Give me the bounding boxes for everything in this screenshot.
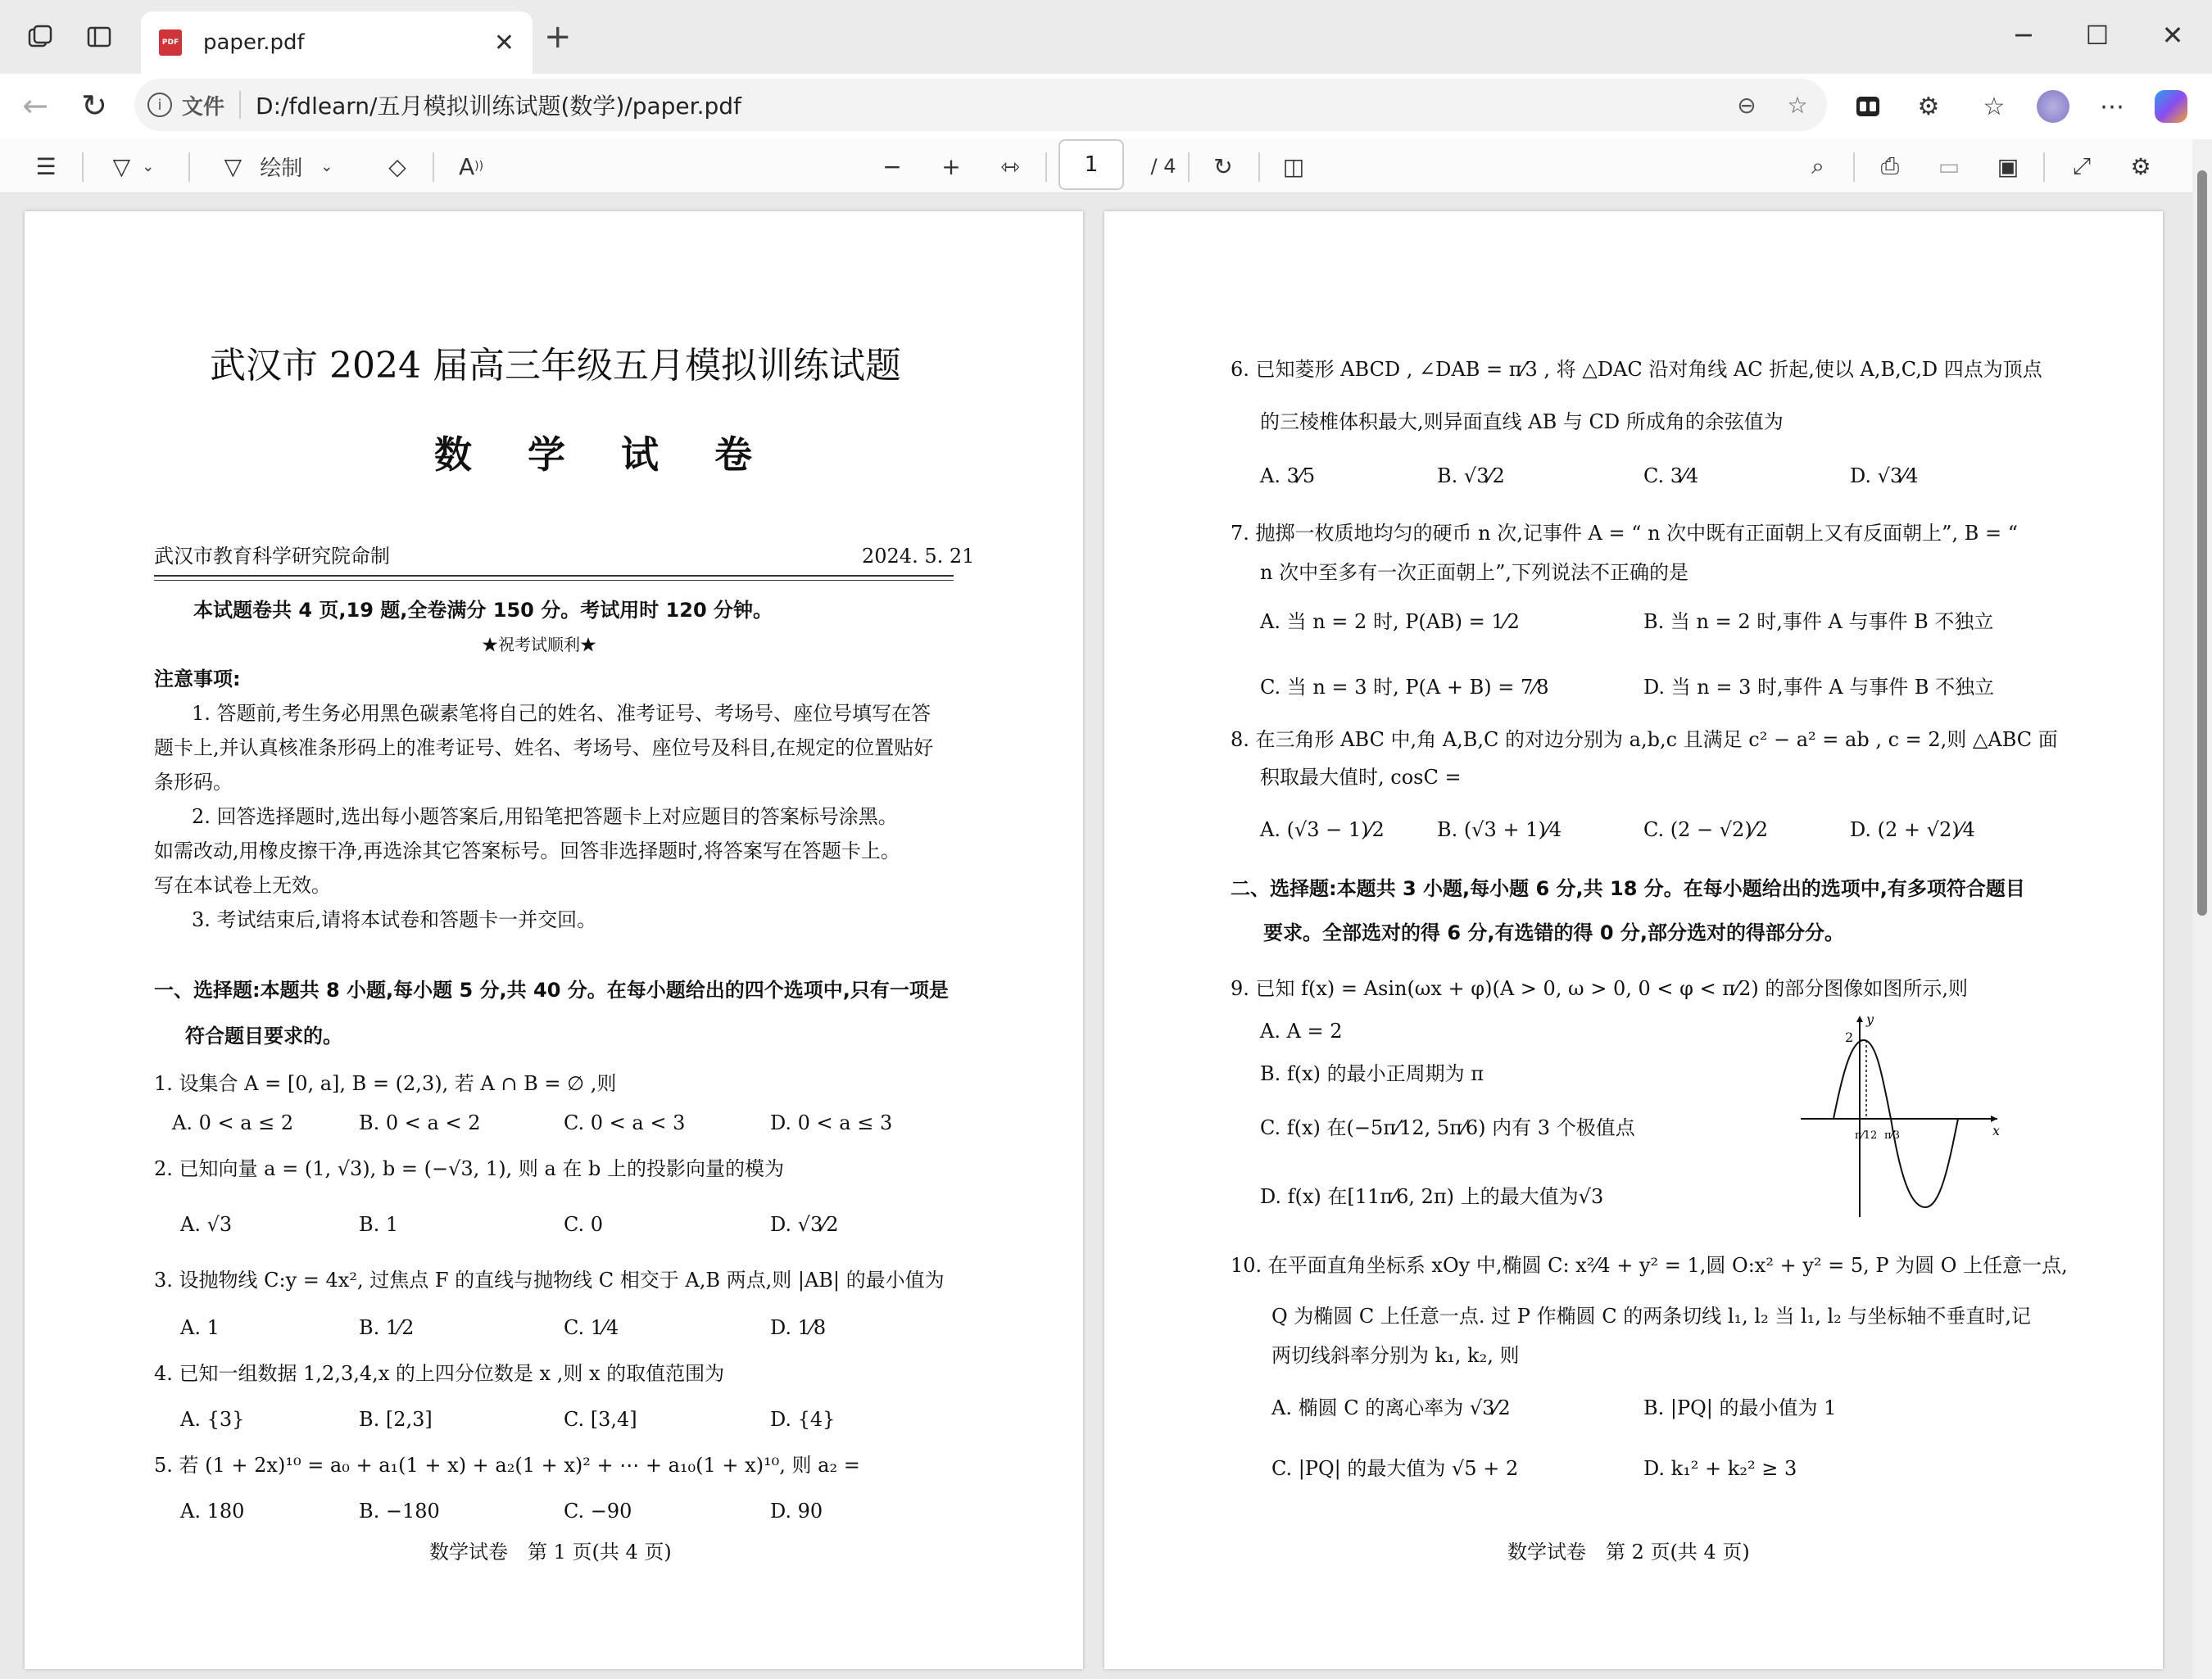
option: A. {3} xyxy=(180,1408,245,1431)
new-tab-button[interactable]: + xyxy=(544,18,572,56)
option: C. |PQ| 的最大值为 √5 + 2 xyxy=(1271,1457,1519,1480)
divider xyxy=(1188,152,1190,182)
option: D. √3⁄2 xyxy=(770,1213,839,1236)
option: D. k₁² + k₂² ≥ 3 xyxy=(1643,1457,1797,1480)
issuer: 武汉市教育科学研究院命制 xyxy=(154,545,390,568)
scrollbar-thumb[interactable] xyxy=(2197,170,2207,916)
option: D. √3⁄4 xyxy=(1850,464,1919,487)
minimize-button[interactable]: ─ xyxy=(2015,20,2032,51)
question-8-line: 积取最大值时, cosC = xyxy=(1260,766,1462,789)
question-5: 5. 若 (1 + 2x)¹⁰ = a₀ + a₁(1 + x) + a₂(1 + x)² + ⋯ + a₁₀(1 + x)¹⁰, 则 a₂ = xyxy=(154,1454,860,1477)
question-7: 7. 抛掷一枚质地均匀的硬币 n 次,记事件 A = “ n 次中既有正面朝上又有反面朝上”, B = “ xyxy=(1231,522,2018,545)
peak-label: 2 xyxy=(1845,1030,1854,1045)
divider xyxy=(154,575,954,577)
url-text[interactable]: D:/fdlearn/五月模拟训练试题(数学)/paper.pdf xyxy=(256,93,741,120)
option: B. 1 xyxy=(359,1213,399,1236)
divider xyxy=(1258,152,1260,182)
option: B. (√3 + 1)⁄4 xyxy=(1437,818,1562,841)
option: B. |PQ| 的最小值为 1 xyxy=(1643,1396,1837,1419)
note-line: 条形码。 xyxy=(154,771,233,794)
option: D. 90 xyxy=(770,1500,823,1523)
option: C. 0 xyxy=(564,1213,604,1236)
option: C. 1⁄4 xyxy=(564,1316,619,1339)
zoom-out-button[interactable]: − xyxy=(882,152,902,180)
question-9: 9. 已知 f(x) = Asin(ωx + φ)(A > 0, ω > 0, 0 < φ < π⁄2) 的部分图像如图所示,则 xyxy=(1231,977,1968,1000)
option: A. (√3 − 1)⁄2 xyxy=(1260,818,1385,841)
divider xyxy=(1045,152,1047,182)
section-heading: 符合题目要求的。 xyxy=(185,1025,342,1048)
fullscreen-icon[interactable]: ⤢ xyxy=(2072,152,2092,179)
option: A. √3 xyxy=(180,1213,233,1236)
fit-width-icon[interactable]: ⇿ xyxy=(1000,152,1020,180)
question-6-line: 的三棱椎体积最大,则异面直线 AB 与 CD 所成角的余弦值为 xyxy=(1260,410,1784,433)
option: A. 1 xyxy=(180,1316,220,1339)
page-footer: 数学试卷 第 1 页(共 4 页) xyxy=(429,1541,672,1564)
profile-avatar[interactable] xyxy=(2032,85,2074,128)
option: B. 0 < a < 2 xyxy=(359,1111,481,1134)
note-line: 题卡上,并认真核准条形码上的准考证号、姓名、考场号、座位号及科目,在规定的位置贴好 xyxy=(154,736,934,759)
pdf-file-icon: PDF xyxy=(159,29,182,56)
notes-title: 注意事项: xyxy=(154,668,241,690)
exam-date: 2024. 5. 21 xyxy=(862,545,975,568)
exam-wish: ★祝考试顺利★ xyxy=(482,635,596,654)
question-8: 8. 在三角形 ABC 中,角 A,B,C 的对边分别为 a,b,c 且满足 c² − a² = ab , c = 2,则 △ABC 面 xyxy=(1231,728,2058,751)
zoom-in-button[interactable]: + xyxy=(941,152,961,180)
pdf-viewer[interactable] xyxy=(0,193,2212,1679)
option: A. 3⁄5 xyxy=(1260,464,1316,487)
contents-icon[interactable]: ☰ xyxy=(35,152,57,180)
exam-intro: 本试题卷共 4 页,19 题,全卷满分 150 分。考试用时 120 分钟。 xyxy=(193,599,773,622)
divider xyxy=(433,152,434,182)
option: C. (2 − √2)⁄2 xyxy=(1643,818,1768,841)
option: A. 180 xyxy=(180,1500,245,1523)
page-title: 武汉市 2024 届高三年级五月模拟训练试题 xyxy=(210,345,901,387)
tab-paper-pdf[interactable] xyxy=(141,11,533,74)
more-menu-icon[interactable]: ⋯ xyxy=(2100,92,2124,121)
page-footer: 数学试卷 第 2 页(共 4 页) xyxy=(1507,1541,1750,1564)
address-bar-row xyxy=(0,74,2212,139)
tab-bar xyxy=(0,0,2212,74)
question-10-line: Q 为椭圆 C 上任意一点. 过 P 作椭圆 C 的两条切线 l₁, l₂ 当 l₁, l₂ 与坐标轴不垂直时,记 xyxy=(1271,1305,2032,1328)
page-subtitle: 数 学 试 卷 xyxy=(434,432,774,477)
option: C. 当 n = 3 时, P(A + B) = 7⁄8 xyxy=(1260,676,1549,699)
save-icon[interactable]: ▭ xyxy=(1938,152,1960,180)
option: A. A = 2 xyxy=(1260,1020,1343,1043)
question-1: 1. 设集合 A = [0, a], B = (2,3), 若 A ∩ B = ∅ ,则 xyxy=(154,1072,617,1095)
print-icon[interactable]: ⎙ xyxy=(1880,152,1900,179)
tab-actions-icon[interactable] xyxy=(80,18,118,56)
question-3: 3. 设抛物线 C:y = 4x², 过焦点 F 的直线与抛物线 C 相交于 A,B 两点,则 |AB| 的最小值为 xyxy=(154,1269,945,1292)
pdf-page-2 xyxy=(1104,211,2163,1669)
save-as-icon[interactable]: ▣ xyxy=(1997,152,2019,180)
question-4: 4. 已知一组数据 1,2,3,4,x 的上四分位数是 x ,则 x 的取值范围为 xyxy=(154,1362,725,1385)
x-axis-arrow xyxy=(1991,1116,1997,1122)
settings-gear-icon[interactable]: ⚙ xyxy=(2130,152,2151,180)
option: D. 1⁄8 xyxy=(770,1316,827,1339)
option: D. 当 n = 3 时,事件 A 与事件 B 不独立 xyxy=(1643,676,1995,699)
option: D. (2 + √2)⁄4 xyxy=(1850,818,1975,841)
section-heading: 二、选择题:本题共 3 小题,每小题 6 分,共 18 分。在每小题给出的选项中,有多项符合题目 xyxy=(1231,877,2025,900)
info-icon[interactable]: i xyxy=(147,93,172,117)
rotate-icon[interactable]: ↻ xyxy=(1213,152,1233,180)
option: A. 0 < a ≤ 2 xyxy=(172,1111,294,1134)
option: B. 1⁄2 xyxy=(359,1316,415,1339)
divider xyxy=(154,580,954,581)
page-number-input[interactable]: 1 xyxy=(1058,139,1124,190)
search-icon[interactable]: ⌕ xyxy=(1811,152,1824,179)
workspaces-icon[interactable] xyxy=(21,18,59,56)
refresh-button[interactable]: ↻ xyxy=(81,88,107,124)
favorite-star-icon[interactable]: ☆ xyxy=(1787,91,1808,119)
divider xyxy=(2043,152,2045,182)
draw-button[interactable]: ▽ 绘制 ⌄ xyxy=(224,152,333,181)
draw-pen-icon: ▽ xyxy=(224,152,243,180)
option: B. √3⁄2 xyxy=(1437,464,1505,487)
x-label: x xyxy=(1992,1123,2001,1138)
close-window-button[interactable]: ✕ xyxy=(2161,20,2184,51)
option: B. −180 xyxy=(359,1500,440,1523)
tab-title: paper.pdf xyxy=(203,30,305,55)
divider xyxy=(188,152,190,182)
pdf-toolbar xyxy=(0,139,2212,193)
option: D. {4} xyxy=(770,1408,836,1431)
note-line: 如需改动,用橡皮擦干净,再选涂其它答案标号。回答非选择题时,将答案写在答题卡上。 xyxy=(154,840,900,862)
option: A. 当 n = 2 时, P(AB) = 1⁄2 xyxy=(1260,610,1520,633)
question-10: 10. 在平面直角坐标系 xOy 中,椭圆 C: x²⁄4 + y² = 1,圆 O:x² + y² = 5, P 为圆 O 上任意一点, xyxy=(1231,1254,2068,1277)
option: C. f(x) 在(−5π⁄12, 5π⁄6) 内有 3 个极值点 xyxy=(1260,1116,1635,1139)
divider xyxy=(1853,152,1855,182)
favorites-icon[interactable]: ☆ xyxy=(1983,92,2006,121)
y-axis-arrow xyxy=(1856,1016,1863,1022)
split-screen-icon[interactable] xyxy=(1847,85,1889,128)
option: B. 当 n = 2 时,事件 A 与事件 B 不独立 xyxy=(1643,610,1994,633)
sine-graph xyxy=(1801,1012,2006,1217)
divider xyxy=(82,152,84,182)
maximize-button[interactable]: ☐ xyxy=(2085,20,2110,51)
option: D. 0 < a ≤ 3 xyxy=(770,1111,893,1134)
question-6: 6. 已知菱形 ABCD , ∠DAB = π⁄3 , 将 △DAC 沿对角线 AC 折起,使以 A,B,C,D 四点为顶点 xyxy=(1231,358,2042,381)
highlight-button[interactable]: ▽ ⌄ xyxy=(112,152,155,180)
extensions-icon[interactable]: ⚙ xyxy=(1917,92,1940,121)
eraser-icon[interactable]: ◇ xyxy=(388,152,406,180)
note-line: 写在本试卷上无效。 xyxy=(154,874,331,897)
section-heading: 一、选择题:本题共 8 小题,每小题 5 分,共 40 分。在每小题给出的四个选项中,只有一项是 xyxy=(154,979,949,1002)
sine-curve xyxy=(1834,1040,1958,1207)
option: D. f(x) 在[11π⁄6, 2π) 上的最大值为√3 xyxy=(1260,1185,1604,1208)
pdf-page-1 xyxy=(25,211,1083,1669)
tick-label: π⁄3 xyxy=(1884,1129,1900,1142)
zoom-out-icon[interactable]: ⊖ xyxy=(1737,91,1756,119)
draw-label: 绘制 xyxy=(260,156,303,181)
note-line: 2. 回答选择题时,选出每小题答案后,用铅笔把答题卡上对应题目的答案标号涂黑。 xyxy=(192,805,898,828)
vertical-scrollbar[interactable] xyxy=(2192,139,2212,1679)
back-button[interactable]: ← xyxy=(22,88,48,124)
y-label: y xyxy=(1866,1012,1874,1027)
option: C. 0 < a < 3 xyxy=(564,1111,686,1134)
divider xyxy=(239,91,241,119)
option: A. 椭圆 C 的离心率为 √3⁄2 xyxy=(1271,1396,1511,1419)
question-7-line: n 次中至多有一次正面朝上”,下列说法不正确的是 xyxy=(1260,561,1688,584)
option: B. [2,3] xyxy=(359,1408,433,1431)
question-10-line: 两切线斜率分别为 k₁, k₂, 则 xyxy=(1271,1344,1520,1367)
section-heading: 要求。全部选对的得 6 分,有选错的得 0 分,部分选对的得部分分。 xyxy=(1263,921,1845,944)
option: C. −90 xyxy=(564,1500,632,1523)
close-tab-icon[interactable]: ✕ xyxy=(493,28,514,57)
note-line: 3. 考试结束后,请将本试卷和答题卡一并交回。 xyxy=(192,908,597,931)
option: C. [3,4] xyxy=(564,1408,637,1431)
address-bar[interactable] xyxy=(134,79,1827,131)
option: B. f(x) 的最小正周期为 π xyxy=(1260,1062,1484,1085)
question-2: 2. 已知向量 a = (1, √3), b = (−√3, 1), 则 a 在 b 上的投影向量的模为 xyxy=(154,1157,785,1180)
option: C. 3⁄4 xyxy=(1643,464,1699,487)
site-label: 文件 xyxy=(182,94,225,120)
page-view-icon[interactable]: ◫ xyxy=(1282,152,1305,180)
copilot-icon[interactable] xyxy=(2150,85,2192,128)
page-total: / 4 xyxy=(1150,155,1176,178)
read-aloud-icon[interactable]: A )) xyxy=(458,152,484,180)
note-line: 1. 答题前,考生务必用黑色碳素笔将自己的姓名、准考证号、考场号、座位号填写在答 xyxy=(192,702,931,725)
tick-label: π⁄12 xyxy=(1855,1129,1878,1142)
